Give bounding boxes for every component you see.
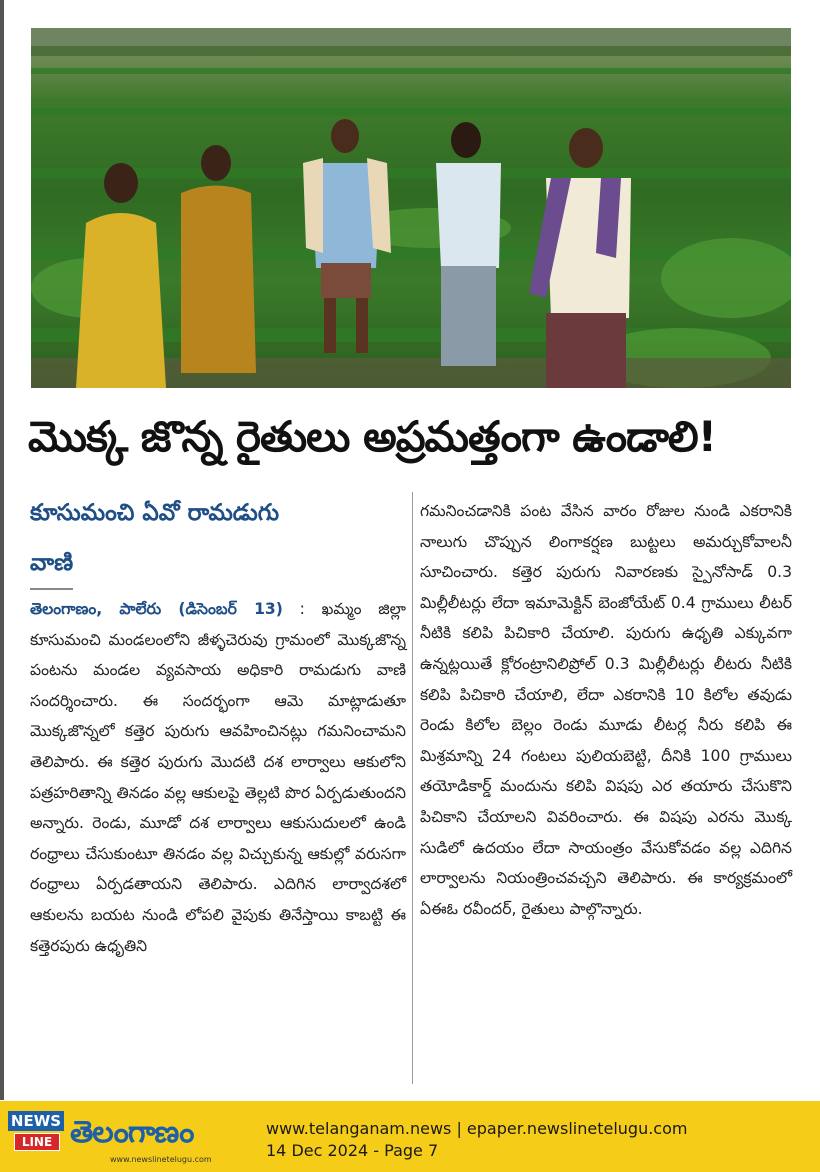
page-left-rule (0, 0, 4, 1100)
article-photo (31, 28, 791, 388)
right-column-body: గమనించడానికి పంట వేసిన వారం రోజుల నుండి ఎకరానికి నాలుగు చొప్పున లింగాకర్షణ బుట్టలు అమర్చుకోవాలనీ సూచించారు. కత్తెర పురుగు నివారణకు స్పైనోసాడ్ 0.3 మిల్లీలీటర్లు లేదా ఇమామెక్టిన్ బెంజోయేట్ 0.4 గ్రాములు లీటర్ నీటికి కలిపి పిచికారి చేయాలి. పురుగు ఉధృతి ఎక్కువగా ఉన్నట్లయితే క్లోరంట్రానిలిప్రోల్ 0.3 మిల్లీలీటర్లు లీటరు నీటికి కలిపి పిచికారి చేయాలి, లేదా ఎకరానికి 10 కిలోల తవుడు రెండు కిలోల బెల్లం రెండు మూడు లీటర్ల నీరు కలిపి ఈ మిశ్రమాన్ని 24 గంటలు పులియబెట్టి, దీనికి 100 గ్రాములు తయోడికార్డ్ మందును కలిపి విషపు ఎర తయారు చేసుకొని పిచికాని చేయాలని వివరించారు. ఈ విషపు ఎరను మొక్క సుడిలో ఉదయం లేదా సాయంత్రం వేసుకోవడం వల్ల ఎదిగిన లార్వాలను నియంత్రించవచ్చని తెలిపారు. ఈ కార్యక్రమంలో ఏఈఓ రవీందర్, రైతులు పాల్గొన్నారు. (420, 502, 792, 918)
logo-line-text: LINE (14, 1133, 60, 1151)
headline: మొక్క జొన్న రైతులు అప్రమత్తంగా ఉండాలి! (28, 412, 716, 461)
footer-bar (0, 1101, 820, 1172)
article-left-column (30, 594, 406, 961)
dateline: తెలంగాణం, పాలేరు (డిసెంబర్ 13) (30, 600, 283, 618)
byline-line2: వాణి (30, 538, 73, 590)
footer-date-page: 14 Dec 2024 - Page 7 (266, 1141, 439, 1160)
byline (30, 488, 400, 590)
left-column-body: : ఖమ్మం జిల్లా కూసుమంచి మండలంలోని జీళ్ళచెరువు గ్రామంలో మొక్కజొన్న పంటను మండల వ్యవసాయ అధికారి రామడుగు వాణి సందర్శించారు. ఈ సందర్భంగా ఆమె మాట్లాడుతూ మొక్కజొన్నలో కత్తెర పురుగు ఆవహించినట్లు గమనించామని తెలిపారు. ఈ కత్తెర పురుగు మొదటి దశ లార్వాలు ఆకులోని పత్రహరితాన్ని తినడం వల్ల ఆకులపై తెల్లటి పొర ఏర్పడుతుందని అన్నారు. రెండు, మూడో దశ లార్వాలు ఆకుసుదులలో ఉండి రంధ్రాలు చేసుకుంటూ తినడం వల్ల విచ్చుకున్న ఆకుల్లో వరుసగా రంధ్రాలు ఏర్పడతాయని తెలిపారు. ఎదిగిన లార్వాదశలో ఆకులను బయట నుండి లోపలి వైపుకు తినేస్తాయి కాబట్టి ఈ కత్తెరపురు ఉధృతిని (30, 600, 406, 955)
logo-news-text: NEWS (8, 1111, 64, 1131)
article-right-column (420, 496, 792, 924)
byline-line1: కూసుమంచి ఏవో రామడుగు (30, 500, 280, 526)
column-divider (412, 492, 413, 1084)
footer-links[interactable]: www.telanganam.news | epaper.newslinetelugu.com (266, 1119, 688, 1138)
brand-site: www.newslinetelugu.com (110, 1155, 212, 1164)
newsline-logo (8, 1111, 64, 1153)
brand-logo: తెలంగాణం (70, 1115, 194, 1150)
